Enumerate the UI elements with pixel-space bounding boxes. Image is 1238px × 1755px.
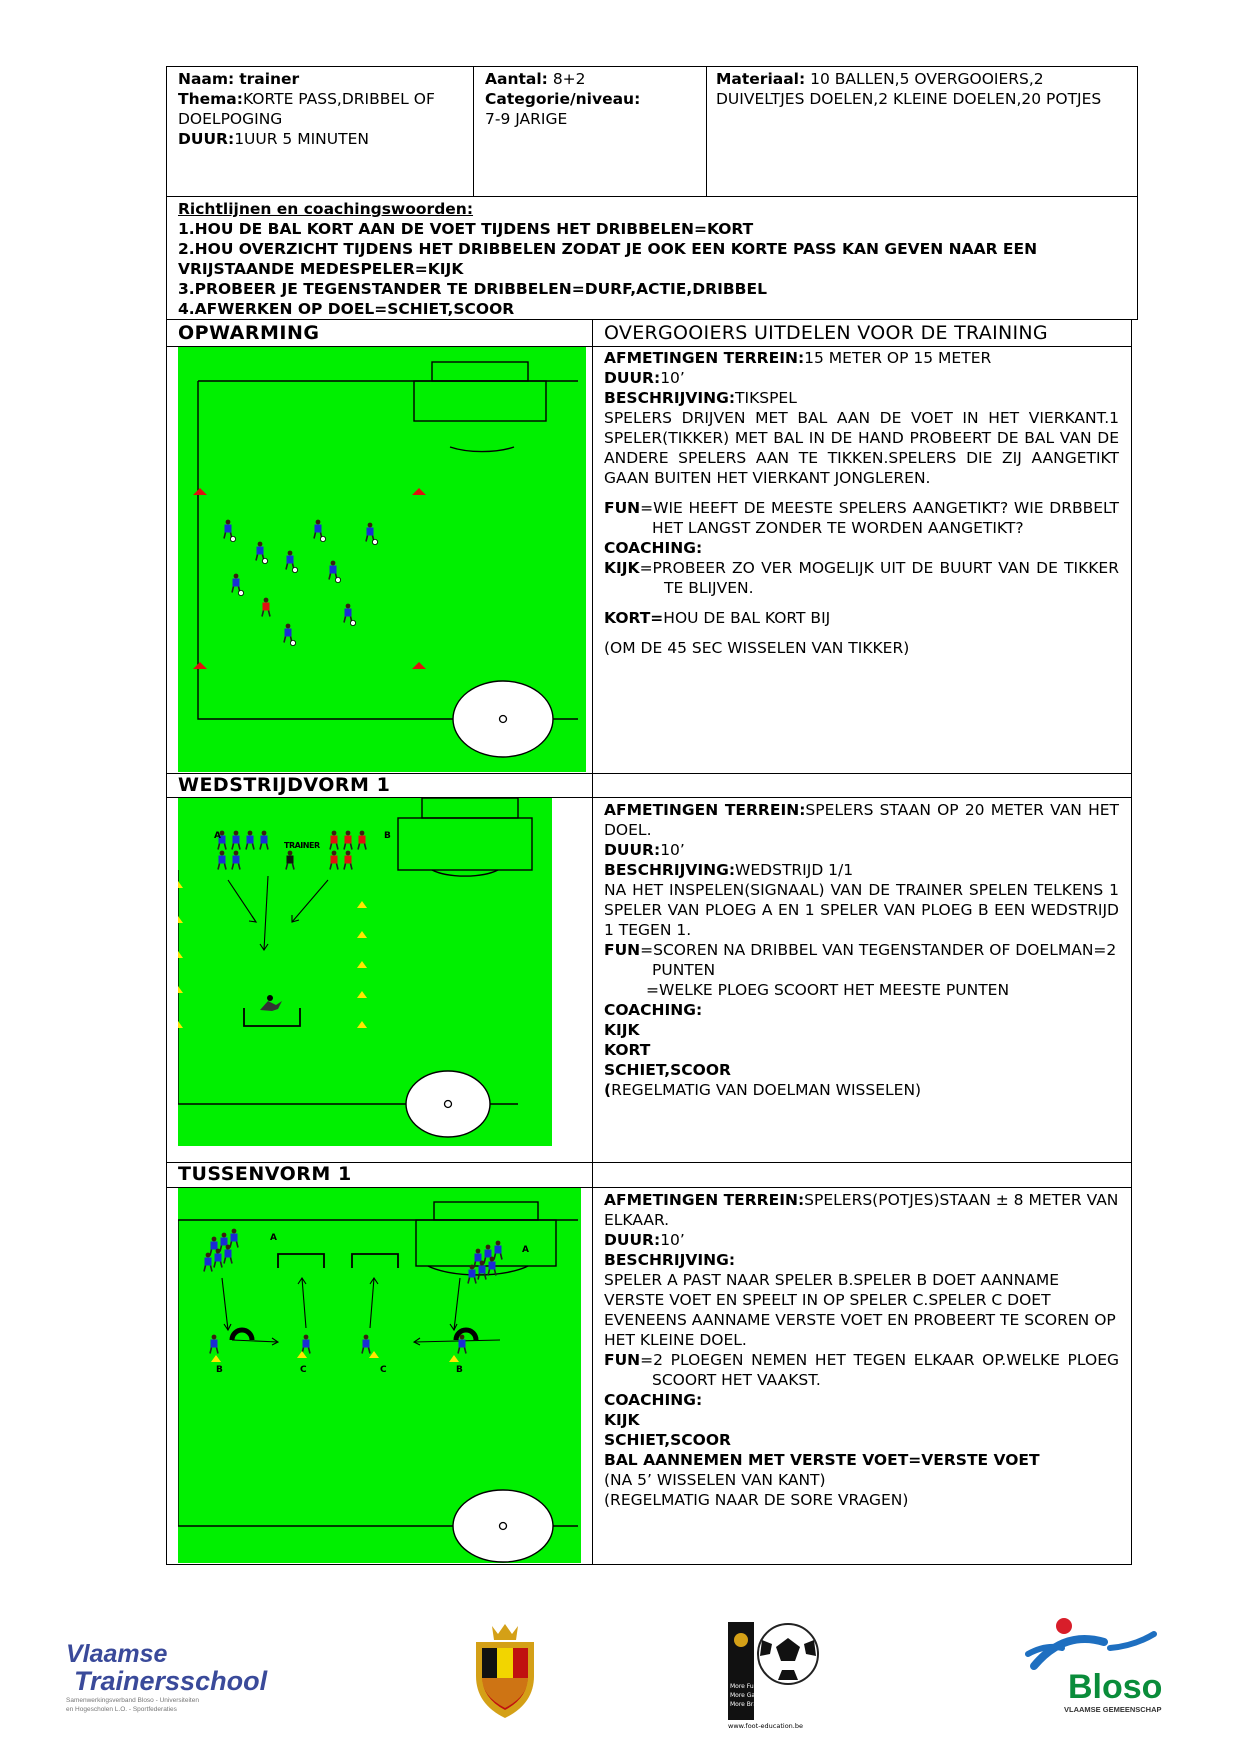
- player-figure: [330, 831, 338, 850]
- wedstrijdvorm-description: [604, 800, 1119, 1100]
- fun-value-2: =WELKE PLOEG SCOORT HET MEESTE PUNTEN: [646, 981, 1010, 999]
- wedstrijdvorm-diagram: [178, 798, 552, 1146]
- row-line: [166, 1564, 1132, 1565]
- header-aantal-cell: [485, 69, 700, 129]
- duur-value: 10’: [660, 369, 685, 387]
- coaching-label: COACHING:: [604, 1001, 703, 1019]
- diagram-label-b-right: B: [456, 1365, 463, 1375]
- tussenvorm-description: [604, 1190, 1119, 1510]
- beschr-label: BESCHRIJVING:: [604, 1251, 736, 1269]
- player-figure: [358, 831, 366, 850]
- fe-line-3: More Brains: [730, 1701, 766, 1708]
- player-figure: [314, 520, 326, 542]
- kijk-label: KIJK: [604, 559, 640, 577]
- header-materiaal-cell: [716, 69, 1126, 109]
- beschr-text: SPELER A PAST NAAR SPELER B.SPELER B DOET AANNAME VERSTE VOET EN SPEELT IN OP SPELER C.SPELER C DOET EVENEENS AANNAME VERSTE VOET EN PROBEERT TE SCOREN OP HET KLEINE DOEL.: [604, 1271, 1116, 1349]
- coaching-schiet: SCHIET,SCOOR: [604, 1061, 731, 1079]
- thema-value: KORTE PASS,DRIBBEL OF DOELPOGING: [178, 90, 435, 128]
- materiaal-value: 10 BALLEN,5 OVERGOOIERS,2 DUIVELTJES DOELEN,2 KLEINE DOELEN,20 POTJES: [716, 70, 1102, 108]
- player-figure: [218, 851, 226, 870]
- player-figure: [210, 1335, 218, 1354]
- richtlijn-2: 2.HOU OVERZICHT TIJDENS HET DRIBBELEN ZODAT JE OOK EEN KORTE PASS KAN GEVEN NAAR EEN VRIJSTAANDE MEDESPELER=KIJK: [178, 240, 1038, 278]
- fe-line-1: More Fun: [730, 1683, 758, 1690]
- bloso-logo: [1024, 1608, 1194, 1720]
- aantal-value: 8+2: [552, 70, 586, 88]
- richtlijnen-title: Richtlijnen en coachingswoorden:: [178, 200, 474, 218]
- player-figure: [232, 574, 244, 596]
- vts-sub-2: en Hogescholen L.O. - Sportfederaties: [66, 1706, 177, 1713]
- fe-url: www.foot-education.be: [728, 1722, 803, 1730]
- vlaamse-trainersschool-logo: [62, 1636, 302, 1716]
- categorie-label: Categorie/niveau:: [485, 90, 641, 108]
- tussenvorm-title: TUSSENVORM 1: [178, 1163, 352, 1185]
- opwarming-extra: (OM DE 45 SEC WISSELEN VAN TIKKER): [604, 639, 910, 657]
- player-figure: [366, 523, 378, 545]
- cone-marker: [178, 916, 183, 923]
- kbvb-crest-logo: [466, 1620, 544, 1724]
- goalkeeper-figure: [260, 995, 282, 1011]
- tussenvorm-diagram: [178, 1188, 581, 1563]
- afm-label: AFMETINGEN TERREIN:: [604, 801, 806, 819]
- coaching-verste-voet: BAL AANNEMEN MET VERSTE VOET=VERSTE VOET: [604, 1451, 1040, 1469]
- player-figure: [286, 851, 294, 870]
- cone-marker: [178, 951, 183, 958]
- diagram-label-b: B: [384, 831, 391, 841]
- beschr-text: SPELERS DRIJVEN MET BAL AAN DE VOET IN HET VIERKANT.1 SPELER(TIKKER) MET BAL IN DE HAND PROBEERT DE BAL VAN DE ANDERE SPELERS AAN TE TIKKEN.SPELERS DIE ZIJ AANGETIKT GAAN BUITEN HET VIERKANT JONGLEREN.: [604, 409, 1119, 487]
- player-figure: [246, 831, 254, 850]
- cone-marker: [178, 1021, 183, 1028]
- cone-marker: [357, 1021, 367, 1028]
- aantal-label: Aantal:: [485, 70, 548, 88]
- kort-value: HOU DE BAL KORT BIJ: [663, 609, 831, 627]
- duur-label: DUUR:: [178, 130, 235, 148]
- richtlijn-1: 1.HOU DE BAL KORT AAN DE VOET TIJDENS HET DRIBBELEN=KORT: [178, 220, 754, 238]
- diagram-label-trainer: TRAINER: [284, 841, 320, 850]
- richtlijn-3: 3.PROBEER JE TEGENSTANDER TE DRIBBELEN=DURF,ACTIE,DRIBBEL: [178, 280, 767, 298]
- player-figure: [494, 1241, 502, 1260]
- player-figure: [284, 624, 296, 646]
- opwarming-note: OVERGOOIERS UITDELEN VOOR DE TRAINING: [604, 322, 1048, 344]
- duur-label: DUUR:: [604, 1231, 661, 1249]
- opwarming-description: [604, 348, 1119, 658]
- vts-sub-1: Samenwerkingsverband Bloso - Universiteiten: [66, 1697, 199, 1704]
- table-middle-line: [592, 320, 593, 1565]
- categorie-value: 7-9 JARIGE: [485, 110, 568, 128]
- table-border-right: [1131, 320, 1132, 1565]
- fun-value: =WIE HEEFT DE MEESTE SPELERS AANGETIKT? WIE DRBBELT HET LANGST ZONDER TE WORDEN AANGETIKT?: [640, 499, 1119, 537]
- diagram-label-a: A: [270, 1233, 277, 1243]
- player-figure: [262, 598, 270, 617]
- vts-line-2: Trainersschool: [74, 1666, 268, 1696]
- coaching-label: COACHING:: [604, 1391, 703, 1409]
- coaching-schiet: SCHIET,SCOOR: [604, 1431, 731, 1449]
- player-figure: [256, 542, 268, 564]
- afm-label: AFMETINGEN TERREIN:: [604, 1191, 805, 1209]
- cone-marker: [357, 961, 367, 968]
- player-figure: [286, 551, 298, 573]
- coaching-label: COACHING:: [604, 539, 703, 557]
- foot-education-logo: [728, 1618, 824, 1730]
- cone-marker: [357, 901, 367, 908]
- afm-label: AFMETINGEN TERREIN:: [604, 349, 805, 367]
- diagram-label-b: B: [216, 1365, 223, 1375]
- diagram-label-a-right: A: [522, 1245, 529, 1255]
- beschr-value: TIKSPEL: [735, 389, 797, 407]
- beschr-value: WEDSTRIJD 1/1: [735, 861, 854, 879]
- coaching-kijk: KIJK: [604, 1411, 640, 1429]
- richtlijn-4: 4.AFWERKEN OP DOEL=SCHIET,SCOOR: [178, 300, 515, 318]
- kort-label: KORT=: [604, 609, 664, 627]
- vts-line-1: Vlaamse: [66, 1640, 168, 1668]
- fun-label: FUN: [604, 1351, 641, 1369]
- beschr-label: BESCHRIJVING:: [604, 861, 736, 879]
- duur-value: 10’: [660, 841, 685, 859]
- player-figure: [302, 1335, 310, 1354]
- wedstrijdvorm-title: WEDSTRIJDVORM 1: [178, 774, 391, 796]
- opwarming-diagram: [178, 347, 586, 772]
- fe-line-2: More Games: [730, 1692, 768, 1699]
- diagram-label-c: C: [300, 1365, 307, 1375]
- naam-label: Naam:: [178, 70, 235, 88]
- diagram-label-c-right: C: [380, 1365, 387, 1375]
- afm-value: SPELERS(POTJES)STAAN ± 8 METER VAN ELKAAR.: [604, 1191, 1119, 1229]
- table-border-left: [166, 320, 167, 1565]
- coaching-kijk: KIJK: [604, 1021, 640, 1039]
- duur-value: 1UUR 5 MINUTEN: [234, 130, 369, 148]
- thema-label: Thema:: [178, 90, 243, 108]
- naam-value: trainer: [239, 70, 300, 88]
- duur-label: DUUR:: [604, 369, 661, 387]
- coaching-kort: KORT: [604, 1041, 651, 1059]
- player-figure: [329, 561, 341, 583]
- cone-marker: [211, 1355, 221, 1362]
- player-figure: [232, 831, 240, 850]
- player-figure: [344, 851, 352, 870]
- fun-label: FUN: [604, 499, 641, 517]
- duur-label: DUUR:: [604, 841, 661, 859]
- bloso-sub: VLAAMSE GEMEENSCHAP: [1064, 1705, 1162, 1714]
- player-figure: [230, 1229, 238, 1248]
- cone-marker: [178, 881, 183, 888]
- cone-marker: [357, 931, 367, 938]
- kijk-value: =PROBEER ZO VER MOGELIJK UIT DE BUURT VAN DE TIKKER TE BLIJVEN.: [639, 559, 1119, 597]
- extra-paren: (: [604, 1081, 612, 1099]
- cone-marker: [449, 1355, 459, 1362]
- player-figure: [458, 1335, 466, 1354]
- tussenvorm-extra-1: (NA 5’ WISSELEN VAN KANT): [604, 1471, 826, 1489]
- beschr-text: NA HET INSPELEN(SIGNAAL) VAN DE TRAINER SPELEN TELKENS 1 SPELER VAN PLOEG A EN 1 SPELER VAN PLOEG B EEN WEDSTRIJD 1 TEGEN 1.: [604, 881, 1119, 939]
- materiaal-label: Materiaal:: [716, 70, 806, 88]
- wedstrijdvorm-extra: REGELMATIG VAN DOELMAN WISSELEN): [611, 1081, 922, 1099]
- fun-value: =SCOREN NA DRIBBEL VAN TEGENSTANDER OF DOELMAN=2 PUNTEN: [640, 941, 1117, 979]
- player-figure: [362, 1335, 370, 1354]
- bloso-name: Bloso: [1068, 1668, 1163, 1706]
- cone-marker: [178, 986, 183, 993]
- player-figure: [224, 520, 236, 542]
- afm-value: SPELERS STAAN OP 20 METER VAN HET DOEL.: [604, 801, 1119, 839]
- fun-label: FUN: [604, 941, 641, 959]
- divider: [473, 66, 474, 197]
- duur-value: 10’: [660, 1231, 685, 1249]
- player-figure: [232, 851, 240, 870]
- divider: [706, 66, 707, 197]
- cone-marker: [357, 991, 367, 998]
- tussenvorm-extra-2: (REGELMATIG NAAR DE SORE VRAGEN): [604, 1491, 909, 1509]
- header-naam-cell: [178, 69, 468, 149]
- beschr-label: BESCHRIJVING:: [604, 389, 736, 407]
- diagram-label-a: A: [214, 831, 221, 841]
- fun-value: =2 PLOEGEN NEMEN HET TEGEN ELKAAR OP.WELKE PLOEG SCOORT HET VAAKST.: [640, 1351, 1119, 1389]
- cone-marker: [369, 1351, 379, 1358]
- cone-marker: [297, 1351, 307, 1358]
- player-figure: [330, 851, 338, 870]
- richtlijnen: [178, 199, 1128, 319]
- player-figure: [344, 604, 356, 626]
- opwarming-title: OPWARMING: [178, 322, 320, 344]
- player-figure: [260, 831, 268, 850]
- afm-value: 15 METER OP 15 METER: [804, 349, 992, 367]
- player-figure: [344, 831, 352, 850]
